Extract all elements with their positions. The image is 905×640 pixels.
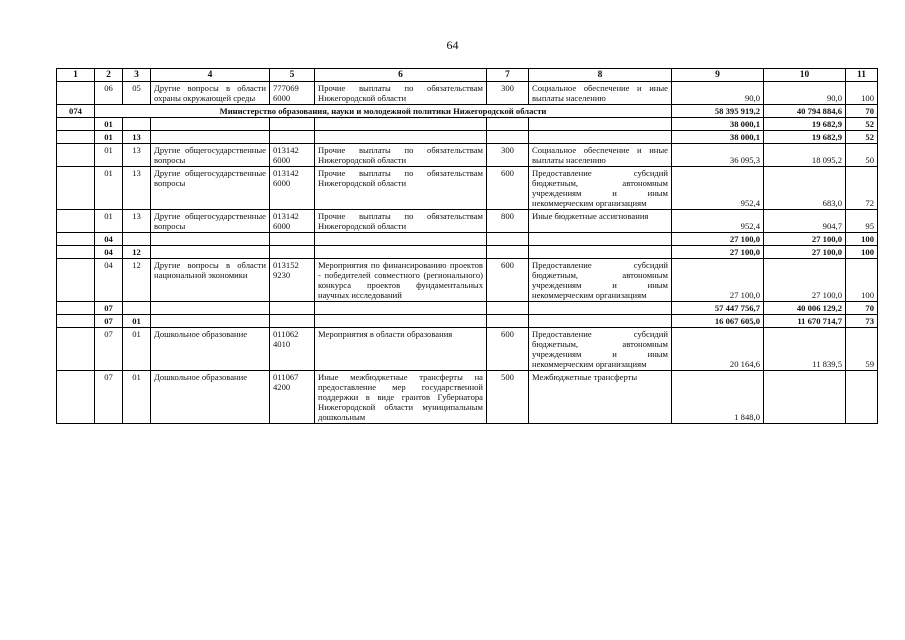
cell-name: Другие общегосударственные вопросы: [151, 210, 270, 233]
cell-expense: Иные межбюджетные трансферты на предоставление мер государственной поддержки в виде грантов Губернатора Нижегородской области муниципальным дошкольным: [315, 371, 487, 424]
cell-subsection: 13: [123, 210, 151, 233]
cell-plan: 952,4: [672, 167, 764, 210]
cell-type-name: Иные бюджетные ассигнования: [529, 210, 672, 233]
cell-actual: 11 839,5: [764, 328, 846, 371]
cell-percent: 70: [846, 105, 878, 118]
cell-plan: 27 100,0: [672, 259, 764, 302]
cell-actual: [764, 371, 846, 424]
cell-percent: 100: [846, 259, 878, 302]
cell-subsection: [123, 302, 151, 315]
section-total-row: [57, 302, 878, 315]
cell-name: Другие вопросы в области национальной экономики: [151, 259, 270, 302]
cell-percent: 72: [846, 167, 878, 210]
cell-plan: 16 067 605,0: [672, 315, 764, 328]
ministry-row: [57, 105, 878, 118]
cell-subsection: 13: [123, 167, 151, 210]
cell-plan: 952,4: [672, 210, 764, 233]
cell-actual: 90,0: [764, 82, 846, 105]
cell-actual: 27 100,0: [764, 246, 846, 259]
cell-percent: 50: [846, 144, 878, 167]
table-row: [57, 210, 878, 233]
cell-expense: Мероприятия в области образования: [315, 328, 487, 371]
cell-subsection: [123, 118, 151, 131]
table-row: [57, 328, 878, 371]
cell-section: 01: [95, 118, 123, 131]
cell-expense: Мероприятия по финансированию проектов - победителей совместного (регионального) конкурса проектов фундаментальных научных исследований: [315, 259, 487, 302]
cell-type-code: 600: [487, 259, 529, 302]
cell-type-code: 500: [487, 371, 529, 424]
cell-percent: 70: [846, 302, 878, 315]
cell-percent: [846, 371, 878, 424]
cell-plan: 27 100,0: [672, 246, 764, 259]
cell-type-name: Социальное обеспечение и иные выплаты населению: [529, 144, 672, 167]
column-header: 10: [764, 69, 846, 82]
cell-expense: Прочие выплаты по обязательствам Нижегородской области: [315, 210, 487, 233]
cell-type-name: Предоставление субсидий бюджетным, автономным учреждениям и иным некоммерческим организациям: [529, 259, 672, 302]
cell-section: 01: [95, 131, 123, 144]
cell-subsection: 01: [123, 315, 151, 328]
cell-target: 013142 6000: [270, 167, 315, 210]
cell-type-code: 800: [487, 210, 529, 233]
cell-expense: Прочие выплаты по обязательствам Нижегородской области: [315, 167, 487, 210]
column-header: 3: [123, 69, 151, 82]
cell-target: 013152 9230: [270, 259, 315, 302]
section-total-row: [57, 118, 878, 131]
subsection-total-row: [57, 246, 878, 259]
cell-type-code: 300: [487, 144, 529, 167]
cell-percent: 95: [846, 210, 878, 233]
cell-subsection: 12: [123, 259, 151, 302]
cell-actual: 27 100,0: [764, 233, 846, 246]
cell-target: 011062 4010: [270, 328, 315, 371]
cell-percent: 52: [846, 118, 878, 131]
cell-section: 06: [95, 82, 123, 105]
cell-type-name: Социальное обеспечение и иные выплаты населению: [529, 82, 672, 105]
column-header: 4: [151, 69, 270, 82]
column-header: 6: [315, 69, 487, 82]
cell-type-name: Предоставление субсидий бюджетным, автономным учреждениям и иным некоммерческим организациям: [529, 167, 672, 210]
cell-percent: 100: [846, 82, 878, 105]
cell-percent: 100: [846, 246, 878, 259]
table-header-row: [57, 69, 878, 82]
cell-percent: 52: [846, 131, 878, 144]
cell-subsection: [123, 233, 151, 246]
table-row: [57, 371, 878, 424]
cell-percent: 73: [846, 315, 878, 328]
cell-section: 01: [95, 210, 123, 233]
cell-plan: 57 447 756,7: [672, 302, 764, 315]
cell-type-code: 600: [487, 328, 529, 371]
cell-section: 07: [95, 302, 123, 315]
cell-type-code: 600: [487, 167, 529, 210]
cell-section: 07: [95, 371, 123, 424]
cell-plan: 38 000,1: [672, 118, 764, 131]
cell-actual: 11 670 714,7: [764, 315, 846, 328]
column-header: 5: [270, 69, 315, 82]
cell-plan: 38 000,1: [672, 131, 764, 144]
column-header: 1: [57, 69, 95, 82]
subsection-total-row: [57, 315, 878, 328]
cell-plan: 20 164,6: [672, 328, 764, 371]
cell-actual: 19 682,9: [764, 118, 846, 131]
cell-actual: 27 100,0: [764, 259, 846, 302]
table-row: [57, 82, 878, 105]
cell-subsection: 13: [123, 131, 151, 144]
cell-expense: Прочие выплаты по обязательствам Нижегородской области: [315, 144, 487, 167]
subsection-total-row: [57, 131, 878, 144]
cell-actual: 40 006 129,2: [764, 302, 846, 315]
cell-plan: 36 095,3: [672, 144, 764, 167]
cell-expense: Прочие выплаты по обязательствам Нижегородской области: [315, 82, 487, 105]
cell-plan: 58 395 919,2: [672, 105, 764, 118]
cell-actual: 18 095,2: [764, 144, 846, 167]
cell-type-name: Предоставление субсидий бюджетным, автономным учреждениям и иным некоммерческим организациям: [529, 328, 672, 371]
cell-percent: 59: [846, 328, 878, 371]
cell-target: 013142 6000: [270, 210, 315, 233]
cell-section: 04: [95, 233, 123, 246]
cell-target: 013142 6000: [270, 144, 315, 167]
cell-section: 07: [95, 328, 123, 371]
cell-section: 04: [95, 259, 123, 302]
table-row: [57, 259, 878, 302]
ministry-title: Министерство образования, науки и молодежной политики Нижегородской области: [95, 105, 672, 118]
cell-subsection: 13: [123, 144, 151, 167]
cell-name: Дошкольное образование: [151, 328, 270, 371]
cell-subsection: 01: [123, 371, 151, 424]
cell-section: 07: [95, 315, 123, 328]
cell-actual: 19 682,9: [764, 131, 846, 144]
column-header: 7: [487, 69, 529, 82]
cell-plan: 90,0: [672, 82, 764, 105]
budget-table: [56, 68, 878, 424]
cell-plan: 27 100,0: [672, 233, 764, 246]
cell-type-code: 300: [487, 82, 529, 105]
column-header: 8: [529, 69, 672, 82]
cell-name: Другие общегосударственные вопросы: [151, 144, 270, 167]
section-total-row: [57, 233, 878, 246]
cell-actual: 683,0: [764, 167, 846, 210]
cell-section: 04: [95, 246, 123, 259]
cell-target: 777069 6000: [270, 82, 315, 105]
cell-name: Другие вопросы в области охраны окружающей среды: [151, 82, 270, 105]
cell-ministry-code: 074: [57, 105, 95, 118]
cell-section: 01: [95, 144, 123, 167]
cell-subsection: 01: [123, 328, 151, 371]
cell-name: Другие общегосударственные вопросы: [151, 167, 270, 210]
page-number: 64: [446, 38, 459, 52]
table-row: [57, 144, 878, 167]
cell-name: Дошкольное образование: [151, 371, 270, 424]
column-header: 2: [95, 69, 123, 82]
cell-actual: 40 794 884,6: [764, 105, 846, 118]
cell-percent: 100: [846, 233, 878, 246]
cell-actual: 904,7: [764, 210, 846, 233]
cell-section: 01: [95, 167, 123, 210]
cell-type-name: Межбюджетные трансферты: [529, 371, 672, 424]
cell-subsection: 12: [123, 246, 151, 259]
cell-target: 011067 4200: [270, 371, 315, 424]
column-header: 9: [672, 69, 764, 82]
cell-code: [57, 82, 95, 105]
cell-plan: 1 848,0: [672, 371, 764, 424]
cell-subsection: 05: [123, 82, 151, 105]
table-row: [57, 167, 878, 210]
column-header: 11: [846, 69, 878, 82]
